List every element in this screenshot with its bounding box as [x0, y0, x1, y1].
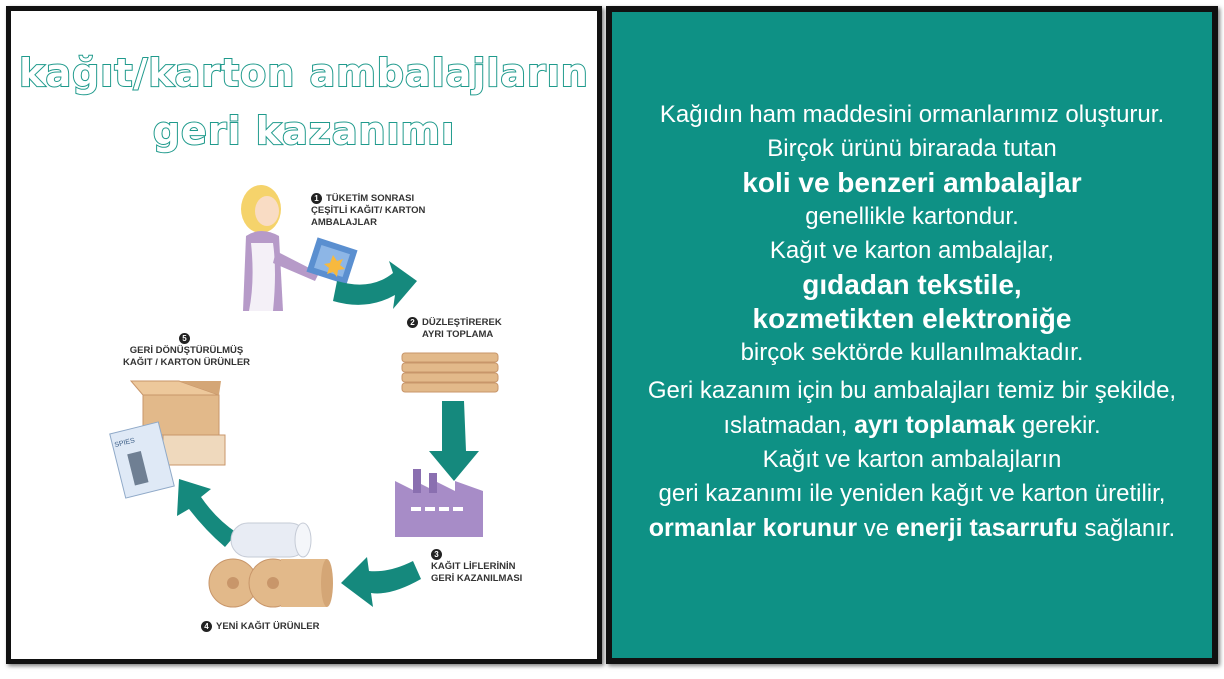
- step-1-number: 1: [311, 193, 322, 204]
- text-line-13: ormanlar korunur ve enerji tasarrufu sağlanır.: [648, 514, 1176, 542]
- step-2-label: 2 DÜZLEŞTİREREK AYRI TOPLAMA: [407, 317, 502, 341]
- cereal-box-label: SPIES: [113, 437, 136, 450]
- step-2-number: 2: [407, 317, 418, 328]
- step-4-label: 4 YENİ KAĞIT ÜRÜNLER: [201, 621, 319, 633]
- step-1-label: 1 TÜKETİM SONRASI ÇEŞİTLİ KAĞIT/ KARTON AMBALAJLAR: [311, 193, 426, 229]
- text-line-1: Kağıdın ham maddesini ormanlarımız oluşturur.: [659, 101, 1165, 128]
- step-3-label: 3 KAĞIT LİFLERİNİN GERİ KAZANILMASI: [431, 550, 523, 585]
- arrow-2-to-3: [429, 401, 479, 481]
- step-3-number: 3: [431, 549, 442, 560]
- text-line-7-bold: kozmetikten elektroniğe: [752, 303, 1072, 334]
- text-line-12: geri kazanımı ile yeniden kağıt ve karton üretilir,: [658, 480, 1166, 507]
- text-line-11: Kağıt ve karton ambalajların: [762, 446, 1062, 473]
- recycling-infographic-panel: [6, 6, 602, 664]
- text-line-2: Birçok ürünü birarada tutan: [767, 135, 1057, 162]
- arrow-4-to-5: [177, 479, 237, 547]
- text-line-9: Geri kazanım için bu ambalajları temiz bir şekilde,: [647, 377, 1177, 404]
- infographic-title-line2: geri kazanımı: [152, 109, 456, 153]
- text-line-6-bold: gıdadan tekstile,: [802, 269, 1022, 300]
- arrow-3-to-4: [341, 557, 421, 607]
- step-5-label: 5 GERİ DÖNÜŞTÜRÜLMÜŞ KAĞIT / KARTON ÜRÜNLER: [123, 334, 251, 369]
- text-line-10: ıslatmadan, ayrı toplamak gerekir.: [723, 411, 1101, 439]
- info-text-panel: [606, 6, 1218, 664]
- info-text: [612, 98, 1212, 546]
- text-line-4: genellikle kartondur.: [805, 203, 1019, 230]
- recycled-boxes: [110, 381, 225, 498]
- flattened-cardboard-stack: [402, 353, 498, 392]
- step-4-number: 4: [201, 621, 212, 632]
- factory-icon: [395, 469, 483, 537]
- woman-illustration: [241, 185, 319, 311]
- infographic-title-line1: kağıt/karton ambalajların: [19, 51, 589, 95]
- text-line-5: Kağıt ve karton ambalajlar,: [769, 237, 1055, 264]
- text-line-3-bold: koli ve benzeri ambalajlar: [742, 167, 1082, 198]
- step-5-number: 5: [179, 333, 190, 344]
- text-line-8: birçok sektörde kullanılmaktadır.: [740, 339, 1084, 366]
